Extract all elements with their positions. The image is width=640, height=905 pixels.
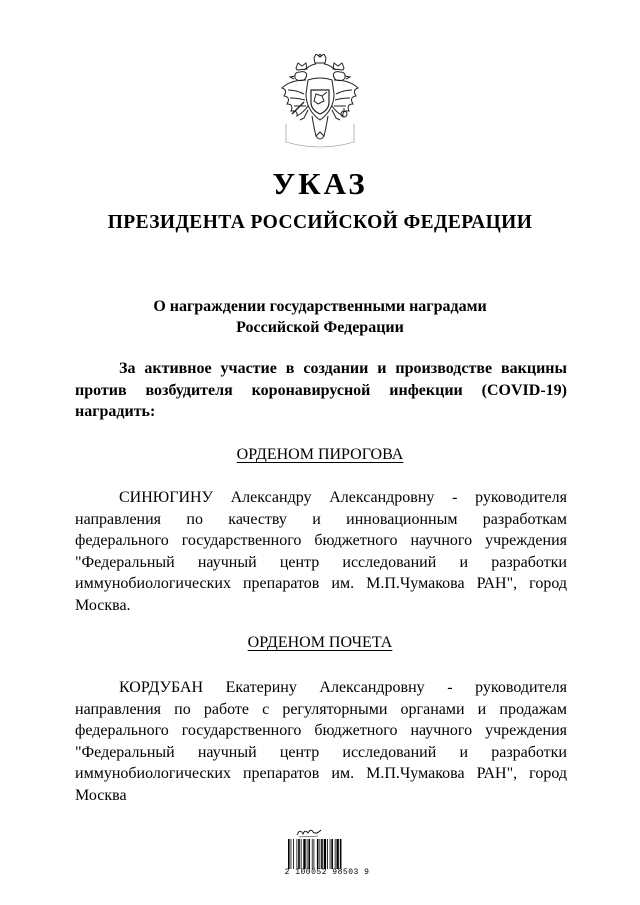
award-line: Москва. [75, 596, 131, 614]
decree-heading-line: Российской Федерации [236, 319, 404, 336]
award-line: СИНЮГИНУ Александру Александровну - руководителя [119, 489, 567, 506]
barcode-icon [288, 838, 360, 870]
award-paragraph-2 [75, 677, 567, 806]
order-heading-pirogov [0, 444, 640, 465]
award-line: иммунобиологических препаратов им. М.П.Чумакова РАН", город [75, 765, 567, 782]
decree-heading-line: О награждении государственными наградами [153, 298, 487, 315]
document-subtitle: ПРЕЗИДЕНТА РОССИЙСКОЙ ФЕДЕРАЦИИ [107, 212, 533, 233]
document-title: УКАЗ [272, 166, 368, 201]
award-line: КОРДУБАН Екатерину Александровну - руководителя [119, 679, 567, 696]
award-line: направления по качеству и инновационным разработкам [75, 510, 567, 528]
intro-line: наградить: [75, 403, 156, 420]
award-line: направления по работе с регуляторными органами и продажам [75, 700, 567, 718]
order-heading-text: ОРДЕНОМ ПИРОГОВА [236, 446, 404, 463]
intro-line: против возбудителя коронавирусной инфекции (COVID-19) [75, 381, 567, 399]
award-line: Москва [75, 786, 127, 804]
award-line: иммунобиологических препаратов им. М.П.Чумакова РАН", город [75, 575, 567, 592]
russian-coat-of-arms-icon [278, 54, 362, 150]
order-heading-pocheta [0, 632, 640, 653]
handwritten-mark-icon [296, 826, 322, 838]
award-line: "Федеральный научный центр исследований и разработки [75, 553, 567, 571]
decree-heading [0, 296, 640, 338]
award-paragraph-1 [75, 487, 567, 616]
intro-line: За активное участие в создании и производстве вакцины [119, 360, 567, 377]
award-line: федерального государственного бюджетного научного учреждения [75, 722, 567, 739]
intro-paragraph [75, 358, 567, 423]
award-line: "Федеральный научный центр исследований и разработки [75, 743, 567, 761]
barcode-number: 2 100052 98503 9 [284, 868, 370, 877]
order-heading-text: ОРДЕНОМ ПОЧЕТА [247, 634, 393, 651]
award-line: федерального государственного бюджетного научного учреждения [75, 532, 567, 549]
